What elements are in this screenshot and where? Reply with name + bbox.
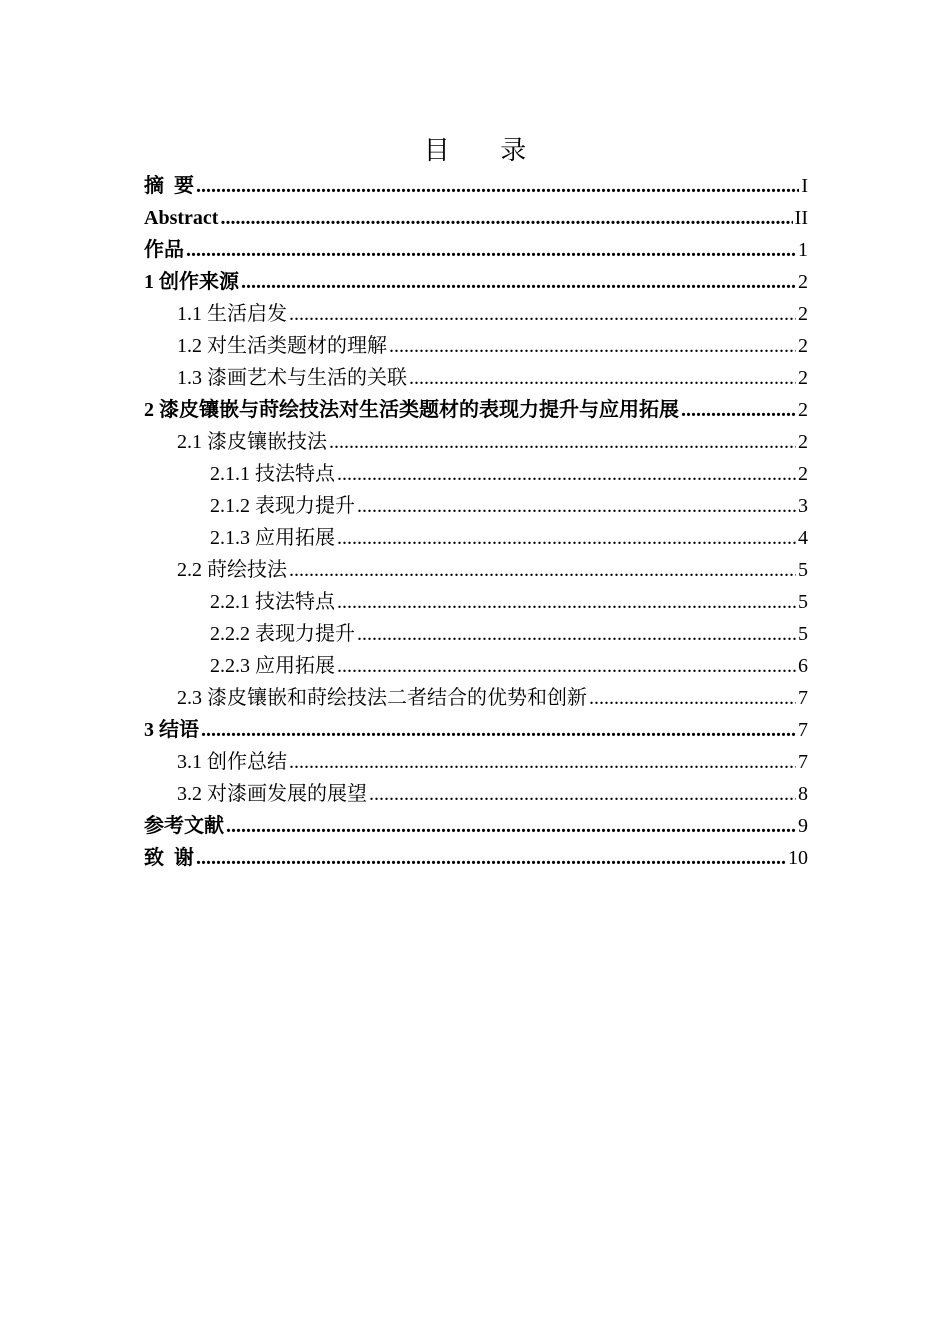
toc-entry-label: 3 结语 (144, 719, 199, 741)
toc-entry-page: 3 (798, 495, 808, 517)
toc-entry-page: 2 (798, 271, 808, 293)
toc-entry-label: 2.2 莳绘技法 (177, 559, 287, 581)
toc-entry-label: 2.1.2 表现力提升 (210, 495, 355, 517)
toc-entry-section-2-1[interactable] (144, 426, 808, 458)
toc-entry-page: 6 (798, 655, 808, 677)
toc-entry-label: 2.1.1 技法特点 (210, 463, 335, 485)
toc-entry-section-2-2-2[interactable] (144, 618, 808, 650)
toc-entry-section-2-3[interactable] (144, 682, 808, 714)
toc-entry-page: 7 (798, 687, 808, 709)
toc-entry-page: 5 (798, 591, 808, 613)
toc-entry-page: 2 (798, 367, 808, 389)
toc-entry-label: 作品 (144, 239, 184, 261)
toc-entry-label: 3.2 对漆画发展的展望 (177, 783, 367, 805)
toc-entry-label: 致 谢 (144, 847, 194, 869)
toc-dot-leader (241, 266, 796, 298)
toc-entry-page: 5 (798, 559, 808, 581)
toc-entry-abstract-en[interactable] (144, 202, 808, 234)
toc-entry-section-2-1-2[interactable] (144, 490, 808, 522)
toc-entry-section-1-2[interactable] (144, 330, 808, 362)
toc-entry-section-3-1[interactable] (144, 746, 808, 778)
toc-entry-section-2-2-3[interactable] (144, 650, 808, 682)
toc-dot-leader (337, 522, 796, 554)
toc-entry-page: 4 (798, 527, 808, 549)
toc-entry-page: 9 (798, 815, 808, 837)
toc-dot-leader (357, 618, 796, 650)
toc-dot-leader (337, 586, 796, 618)
toc-entry-label: 参考文献 (144, 815, 224, 837)
toc-entry-works[interactable] (144, 234, 808, 266)
toc-entry-section-1-3[interactable] (144, 362, 808, 394)
toc-entry-label: 2.3 漆皮镶嵌和莳绘技法二者结合的优势和创新 (177, 687, 587, 709)
toc-entry-page: 5 (798, 623, 808, 645)
toc-entry-page: 10 (788, 847, 808, 869)
toc-entry-acknowledgements[interactable] (144, 842, 808, 874)
toc-entry-page: 2 (798, 303, 808, 325)
toc-entry-label: 2.2.3 应用拓展 (210, 655, 335, 677)
toc-dot-leader (357, 490, 796, 522)
toc-title: 目 录 (423, 136, 549, 165)
toc-entry-page: I (801, 175, 808, 197)
toc-entry-page: 8 (798, 783, 808, 805)
toc-entry-chapter-1[interactable] (144, 266, 808, 298)
toc-entry-page: 7 (798, 719, 808, 741)
toc-dot-leader (369, 778, 796, 810)
toc-entry-page: 1 (798, 239, 808, 261)
toc-entry-page: II (794, 207, 808, 229)
toc-dot-leader (289, 746, 796, 778)
toc-dot-leader (329, 426, 796, 458)
toc-dot-leader (409, 362, 796, 394)
toc-entry-label: 2.2.2 表现力提升 (210, 623, 355, 645)
toc-entry-chapter-3[interactable] (144, 714, 808, 746)
toc-dot-leader (589, 682, 796, 714)
toc-dot-leader (196, 170, 799, 202)
toc-entry-label: 2.2.1 技法特点 (210, 591, 335, 613)
toc-entry-references[interactable] (144, 810, 808, 842)
toc-entry-page: 2 (798, 431, 808, 453)
toc-dot-leader (196, 842, 786, 874)
toc-entry-label: 1 创作来源 (144, 271, 239, 293)
toc-entry-page: 2 (798, 335, 808, 357)
toc-dot-leader (289, 554, 796, 586)
table-of-contents (144, 170, 808, 874)
toc-entry-label: 2.1.3 应用拓展 (210, 527, 335, 549)
toc-entry-page: 7 (798, 751, 808, 773)
toc-entry-label: 1.3 漆画艺术与生活的关联 (177, 367, 407, 389)
toc-dot-leader (201, 714, 796, 746)
toc-entry-section-2-2[interactable] (144, 554, 808, 586)
toc-dot-leader (337, 458, 796, 490)
toc-entry-label: 2 漆皮镶嵌与莳绘技法对生活类题材的表现力提升与应用拓展 (144, 399, 679, 421)
toc-dot-leader (389, 330, 796, 362)
toc-entry-section-2-2-1[interactable] (144, 586, 808, 618)
toc-dot-leader (186, 234, 796, 266)
toc-entry-label: 摘 要 (144, 175, 194, 197)
toc-entry-page: 2 (798, 399, 808, 421)
toc-entry-chapter-2[interactable] (144, 394, 808, 426)
toc-dot-leader (220, 202, 792, 234)
toc-entry-section-2-1-1[interactable] (144, 458, 808, 490)
toc-entry-label: 1.2 对生活类题材的理解 (177, 335, 387, 357)
toc-entry-section-2-1-3[interactable] (144, 522, 808, 554)
toc-dot-leader (337, 650, 796, 682)
toc-dot-leader (289, 298, 796, 330)
toc-entry-label: 3.1 创作总结 (177, 751, 287, 773)
toc-entry-page: 2 (798, 463, 808, 485)
toc-entry-label: Abstract (144, 207, 219, 229)
toc-entry-label: 1.1 生活启发 (177, 303, 287, 325)
toc-entry-abstract-cn[interactable] (144, 170, 808, 202)
toc-entry-section-3-2[interactable] (144, 778, 808, 810)
toc-entry-section-1-1[interactable] (144, 298, 808, 330)
toc-entry-label: 2.1 漆皮镶嵌技法 (177, 431, 327, 453)
toc-dot-leader (681, 394, 796, 426)
toc-dot-leader (226, 810, 796, 842)
